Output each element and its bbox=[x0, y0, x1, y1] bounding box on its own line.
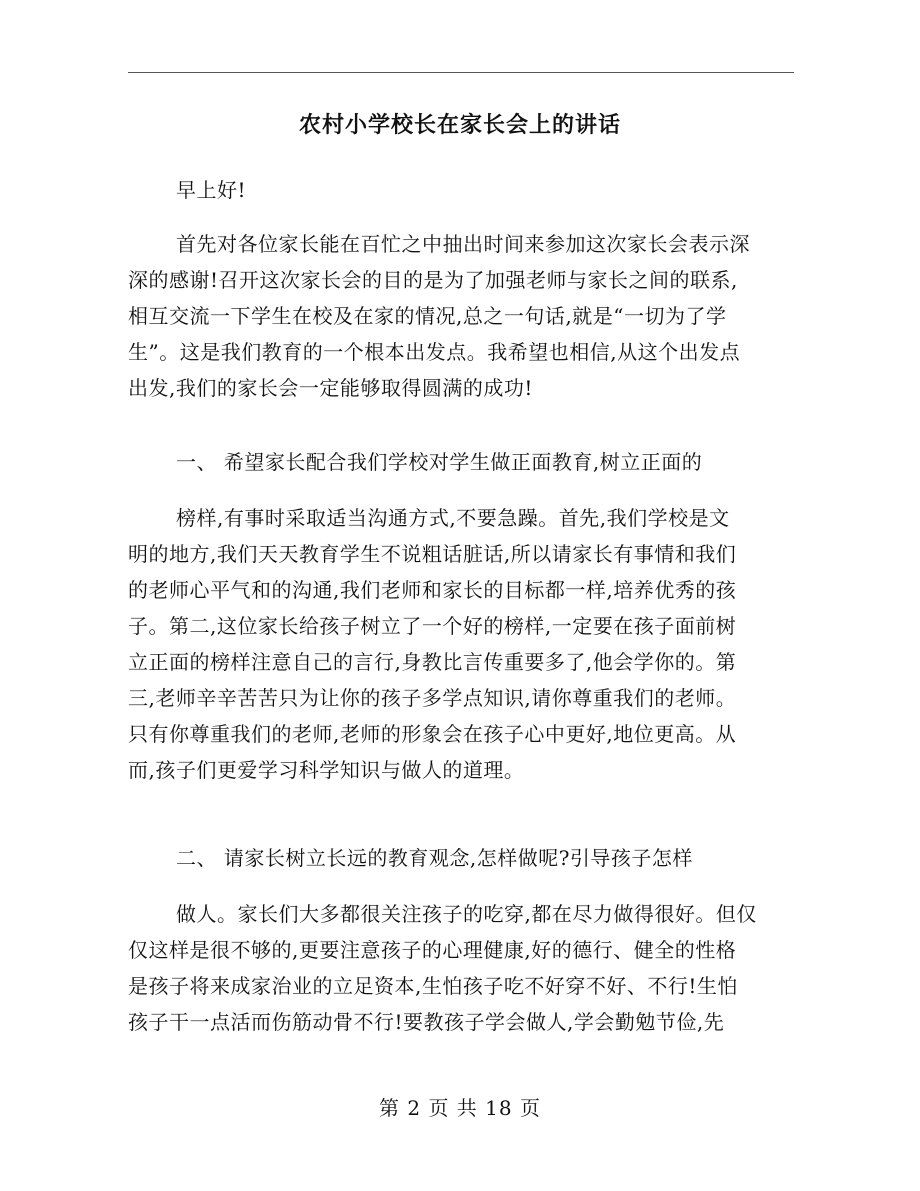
paragraph-line: 的老师心平气和的沟通,我们老师和家长的目标都一样,培养优秀的孩 bbox=[128, 578, 737, 602]
paragraph-line: 首先对各位家长能在百忙之中抽出时间来参加这次家长会表示深 bbox=[176, 232, 750, 256]
paragraph-line: 是孩子将来成家治业的立足资本,生怕孩子吃不好穿不好、不行!生怕 bbox=[128, 974, 738, 998]
paragraph-line: 做人。家长们大多都很关注孩子的吃穿,都在尽力做得很好。但仅 bbox=[176, 902, 757, 926]
paragraph-line: 相互交流一下学生在校及在家的情况,总之一句话,就是“一切为了学 bbox=[128, 304, 727, 328]
header-rule bbox=[128, 72, 794, 73]
document-title: 农村小学校长在家长会上的讲话 bbox=[298, 113, 621, 138]
section-heading-2: 二、 请家长树立长远的教育观念,怎样做呢?引导孩子怎样 bbox=[176, 846, 693, 870]
paragraph-line: 出发,我们的家长会一定能够取得圆满的成功! bbox=[128, 376, 533, 400]
paragraph-line: 深的感谢!召开这次家长会的目的是为了加强老师与家长之间的联系, bbox=[128, 268, 738, 292]
paragraph-line: 而,孩子们更爱学习科学知识与做人的道理。 bbox=[128, 758, 525, 782]
paragraph-line: 只有你尊重我们的老师,老师的形象会在孩子心中更好,地位更高。从 bbox=[128, 722, 737, 746]
paragraph-line: 孩子干一点活而伤筋动骨不行!要教孩子学会做人,学会勤勉节俭,先 bbox=[128, 1010, 725, 1034]
paragraph-line: 子。第二,这位家长给孩子树立了一个好的榜样,一定要在孩子面前树 bbox=[128, 614, 737, 638]
paragraph-line: 明的地方,我们天天教育学生不说粗话脏话,所以请家长有事情和我们 bbox=[128, 542, 737, 566]
page-number: 第 2 页 共 18 页 bbox=[379, 1096, 541, 1120]
section-heading-1: 一、 希望家长配合我们学校对学生做正面教育,树立正面的 bbox=[176, 450, 703, 474]
paragraph-line: 仅这样是很不够的,更要注意孩子的心理健康,好的德行、健全的性格 bbox=[128, 938, 737, 962]
greeting: 早上好! bbox=[176, 178, 247, 202]
paragraph-line: 生”。这是我们教育的一个根本出发点。我希望也相信,从这个出发点 bbox=[128, 340, 741, 364]
paragraph-line: 立正面的榜样注意自己的言行,身教比言传重要多了,他会学你的。第 bbox=[128, 650, 737, 674]
paragraph-line: 三,老师辛辛苦苦只为让你的孩子多学点知识,请你尊重我们的老师。 bbox=[128, 686, 737, 710]
paragraph-line: 榜样,有事时采取适当沟通方式,不要急躁。首先,我们学校是文 bbox=[176, 506, 730, 530]
